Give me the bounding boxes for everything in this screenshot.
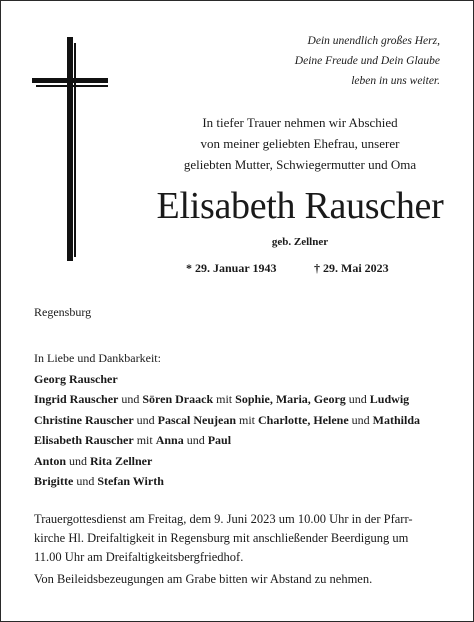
mourner-row (34, 451, 420, 472)
mourner-name: Sophie, Maria, Georg (235, 392, 346, 406)
mourner-name: Stefan Wirth (97, 474, 164, 488)
mourner-name: Pascal Neujean (157, 412, 236, 427)
mourner-row (34, 410, 420, 431)
connector: und (76, 474, 95, 488)
mourners-heading: In Liebe und Dankbarkeit: (34, 351, 161, 365)
place: Regensburg (34, 305, 92, 319)
deceased-name: Elisabeth Rauscher (156, 185, 444, 227)
condolence-note: Von Beileidsbezeugungen am Grabe bitten wir Abstand zu nehmen. (34, 572, 373, 586)
cross-vertical-shadow (74, 43, 76, 257)
service-line: Trauergottesdienst am Freitag, dem 9. Juni 2023 um 10.00 Uhr in der Pfarr- (34, 512, 413, 526)
poem-line: Dein unendlich großes Herz, (307, 35, 440, 47)
connector: mit (216, 392, 233, 406)
mourner-name: Georg Rauscher (34, 371, 118, 386)
intro-text (140, 112, 460, 175)
mourner-name: Paul (207, 433, 232, 447)
connector: mit (239, 412, 256, 427)
mourner-name: Brigitte (34, 474, 74, 488)
connector: und (348, 392, 367, 406)
death-date: † 29. Mai 2023 (314, 261, 389, 275)
service-line: kirche Hl. Dreifaltigkeit in Regensburg mit anschließender Beerdigung um (34, 531, 409, 545)
mourner-row (34, 369, 420, 390)
mourner-name: Sören Draack (142, 392, 214, 406)
connector: und (136, 412, 155, 427)
mourner-name: Anna (155, 433, 184, 447)
mourner-name: Rita Zellner (90, 453, 153, 468)
connector: und (351, 412, 370, 427)
mourner-name: Ludwig (369, 392, 410, 406)
poem-line: Deine Freude und Dein Glaube (294, 55, 440, 67)
connector: und (121, 392, 140, 406)
connector: und (186, 433, 205, 447)
intro-line: geliebten Mutter, Schwiegermutter und Oma (183, 157, 417, 172)
mourner-name: Christine Rauscher (34, 412, 134, 427)
birth-date: * 29. Januar 1943 (186, 261, 277, 275)
poem-line: leben in uns weiter. (351, 75, 440, 87)
mourner-name: Mathilda (372, 412, 420, 427)
mourner-name: Elisabeth Rauscher (34, 433, 134, 447)
cross-horizontal-shadow (36, 85, 108, 87)
service-line: 11.00 Uhr am Dreifaltigkeitsbergfriedhof. (34, 550, 244, 564)
cross-vertical-bar (67, 37, 73, 261)
mourner-name: Anton (34, 453, 67, 468)
mourner-name: Ingrid Rauscher (34, 392, 119, 406)
intro-line: In tiefer Trauer nehmen wir Abschied (202, 115, 398, 130)
cross-horizontal-bar (32, 78, 108, 83)
poem (295, 31, 440, 91)
mourner-row (34, 389, 420, 410)
connector: und (69, 453, 88, 468)
mourner-row (34, 471, 420, 492)
mourner-row (34, 430, 420, 451)
mourners-list (34, 348, 420, 492)
connector: mit (136, 433, 153, 447)
funeral-service-info (34, 510, 446, 567)
maiden-name: geb. Zellner (271, 236, 329, 248)
mourner-name: Charlotte, Helene (258, 412, 349, 427)
intro-line: von meiner geliebten Ehefrau, unserer (200, 136, 400, 151)
